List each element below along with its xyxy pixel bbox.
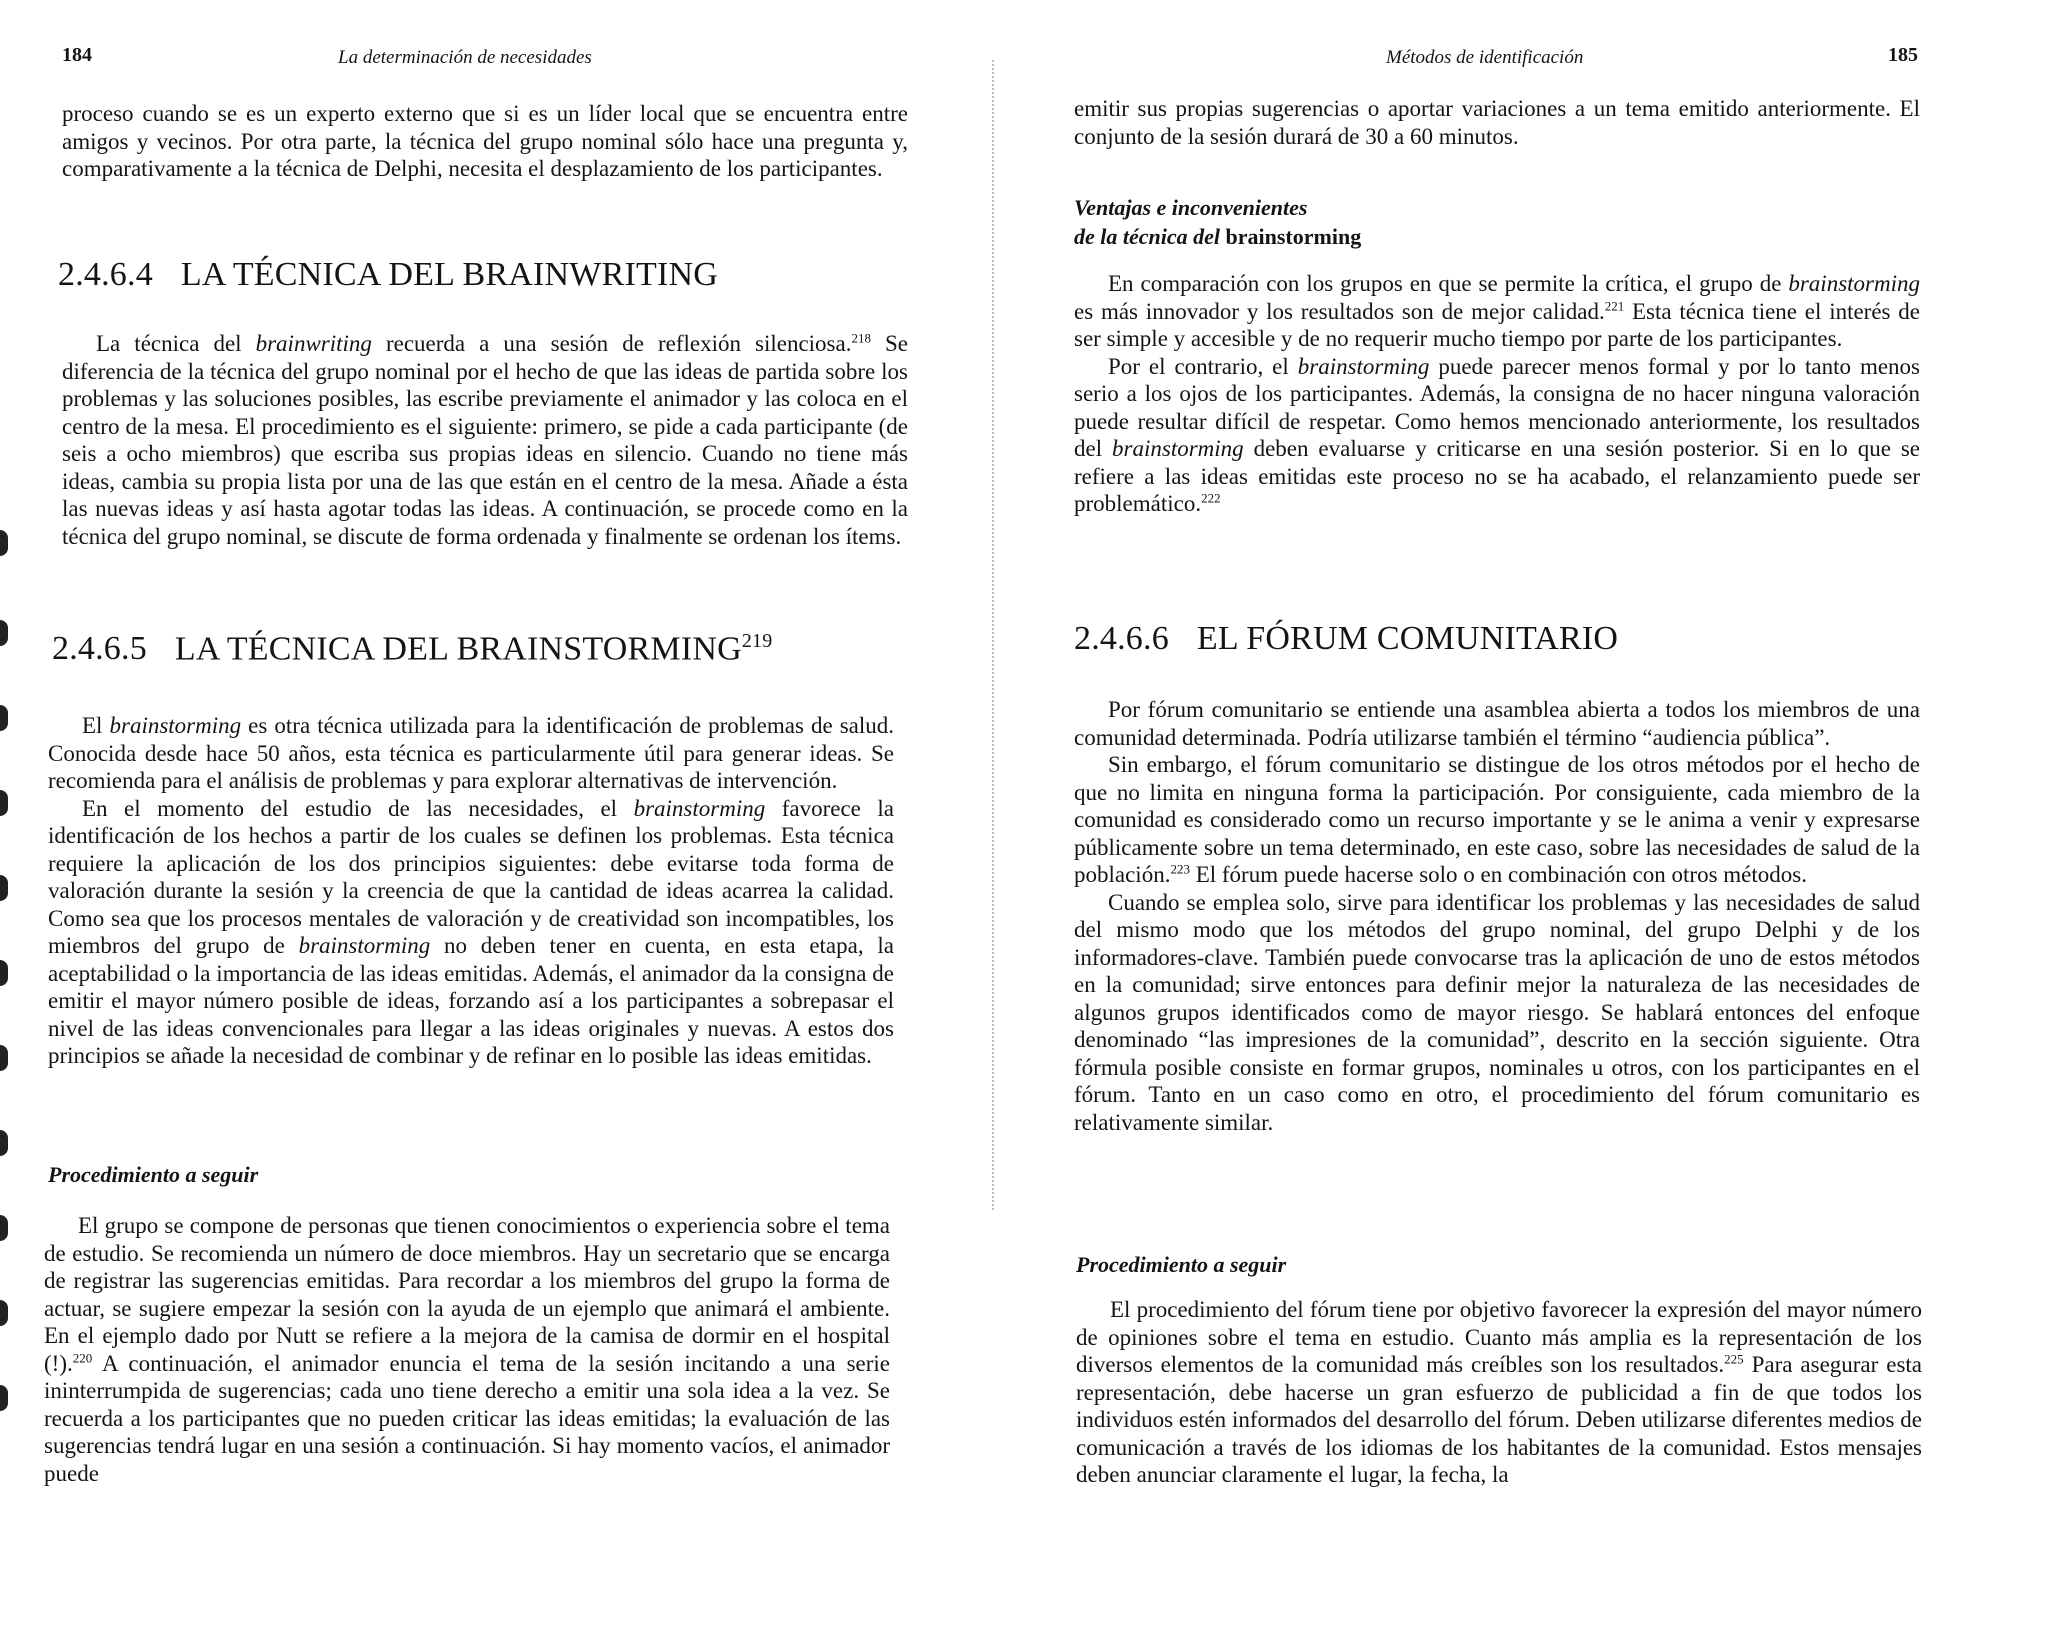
- section-heading-brainwriting: 2.4.6.4 LA TÉCNICA DEL BRAINWRITING: [58, 256, 718, 293]
- procedure-paragraph-left: El grupo se compone de personas que tienen conocimientos o experiencia sobre el tema de estudio. Se recomienda un número de doce miembros. Hay un secretario que se encarga de registrar las sugerencias emitidas. Para recordar a los miembros del grupo la forma de actuar, se sugiere empezar la sesión con la ayuda de un ejemplo que animará el ambiente. En el ejemplo dado por Nutt se refiere a la mejora de la camisa de dormir en el hospital (!).$^{220}$ A continuación, el animador enuncia el tema de la sesión incitando a una serie ininterrumpida de sugerencias; cada uno tiene derecho a emitir una sola idea a la vez. Se recuerda a los participantes que no pueden criticar las ideas emitidas; la evaluación de las sugerencias tendrá lugar en una sesión a continuación. Si hay momento vacíos, el animador puede: [44, 1213, 890, 1486]
- binding-mark: [0, 705, 8, 731]
- ventajas-paragraph-1: En comparación con los grupos en que se permite la crítica, el grupo de brainstorming es más innovador y los resultados son de mejor calidad.$^{221}$ Esta técnica tiene el interés de ser simple y accesible y de no requerir mucho tiempo por parte de los participantes.: [1074, 271, 1921, 351]
- footnote-ref: 222: [1201, 490, 1221, 506]
- subhead-procedimiento-right: Procedimiento a seguir: [1076, 1252, 1287, 1277]
- binding-mark: [0, 1385, 8, 1411]
- page-number-left: 184: [62, 44, 92, 66]
- binding-mark: [0, 1215, 8, 1241]
- running-head-left: La determinación de necesidades: [338, 47, 592, 68]
- forum-paragraph-1: Por fórum comunitario se entiende una asamblea abierta a todos los miembros de una comunidad determinada. Podría utilizarse también el término “audiencia pública”.: [1074, 697, 1920, 750]
- forum-paragraph-3: Cuando se emplea solo, sirve para identificar los problemas y las necesidades de salud del mismo modo que los métodos del grupo nominal, del grupo Delphi y de los informadores-clave. También puede convocarse tras la aplicación de uno de estos métodos en la comunidad; sirve entonces para definir mejor la naturaleza de las necesidades de algunos grupos identificados como de mayor riesgo. Se hablará entonces del enfoque denominado “las impresiones de la comunidad”, descrito en la sección siguiente. Otra fórmula posible consiste en formar grupos, nominales u otros, con los participantes en el fórum. Tanto en un caso como en otro, el procedimiento del fórum comunitario es relativamente similar.: [1074, 889, 1920, 1135]
- brainwriting-paragraph: La técnica del brainwriting recuerda a una sesión de reflexión silenciosa.$^{218}$ Se diferencia de la técnica del grupo nominal por el hecho de que las ideas de partida sobre los problemas y las soluciones posibles, las escribe previamente el animador y las coloca en el centro de la mesa. El procedimiento es el siguiente: primero, se pide a cada participante (de seis a ocho miembros) que escriba sus propias ideas en silencio. Cuando no tiene más ideas, cambia su propia lista por una de las que están en el centro de la mesa. Añade a ésta las nuevas ideas y así hasta agotar todas las ideas. A continuación, se procede como en la técnica del grupo nominal, se discute de forma ordenada y finalmente se ordenan los ítems.: [62, 330, 908, 549]
- binding-mark: [0, 620, 8, 646]
- procedure-body-right: [1076, 1296, 1922, 1489]
- footnote-ref: 219: [741, 630, 773, 652]
- procedure-body-left: [44, 1212, 890, 1487]
- ventajas-paragraph-2: Por el contrario, el brainstorming puede parecer menos formal y por lo tanto menos serio a los ojos de los participantes. Además, la consigna de no hacer ninguna valoración puede resultar difícil de respetar. Como hemos mencionado anteriormente, los resultados del brainstorming deben evaluarse y criticarse en una sesión posterior. Si en lo que se refiere a las ideas emitidas este proceso no se ha acabado, el relanzamiento puede ser problemático.$^{222}$: [1074, 353, 1921, 516]
- binding-mark: [0, 960, 8, 986]
- subhead-ventajas: Ventajas e inconvenientes de la técnica del brainstorming: [1074, 195, 1362, 249]
- subhead-procedimiento-left: Procedimiento a seguir: [48, 1162, 259, 1187]
- footnote-ref: 221: [1604, 297, 1625, 313]
- brainstorming-paragraph-2: En el momento del estudio de las necesidades, el brainstorming favorece la identificación de los hechos a partir de los cuales se definen los problemas. Esta técnica requiere la aplicación de los dos principios siguientes: debe evitarse toda forma de valoración durante la sesión y la creencia de que la cantidad de ideas acarrea la calidad. Como sea que los procesos mentales de valoración y de creatividad son incompatibles, los miembros del grupo de brainstorming no deben tener en cuenta, en esta etapa, la aceptabilidad o la importancia de las ideas emitidas. Además, el animador da la consigna de emitir el mayor número posible de ideas, forzando así a los participantes a sobrepasar el nivel de las ideas convencionales para llegar a las ideas originales y nuevas. A estos dos principios se añade la necesidad de combinar y de refinar en lo posible las ideas emitidas.: [48, 795, 894, 1068]
- brainstorming-paragraph-1: El brainstorming es otra técnica utilizada para la identificación de problemas de salud. Conocida desde hace 50 años, esta técnica es particularmente útil para generar ideas. Se recomienda para el análisis de problemas y para explorar alternativas de intervención.: [48, 713, 895, 793]
- footnote-ref: 223: [1170, 861, 1190, 877]
- binding-mark: [0, 1130, 8, 1156]
- footnote-ref: 225: [1724, 1351, 1744, 1367]
- binding-mark: [0, 790, 8, 816]
- right-page: [1000, 0, 2048, 1643]
- footnote-ref: 220: [72, 1349, 93, 1365]
- binding-mark: [0, 875, 8, 901]
- binding-mark: [0, 1300, 8, 1326]
- ventajas-body: [1074, 270, 1920, 518]
- left-page: [0, 0, 1000, 1643]
- binding-mark: [0, 1045, 8, 1071]
- forum-paragraph-2: Sin embargo, el fórum comunitario se distingue de los otros métodos por el hecho de que no limita en ninguna forma la participación. Por consiguiente, cada miembro de la comunidad es considerado como un recurso importante y se le anima a venir y expresarse públicamente sobre un tema determinado, en este caso, sobre las necesidades de salud de la población.$^{223}$ El fórum puede hacerse solo o en combinación con otros métodos.: [1074, 752, 1920, 887]
- binding-mark: [0, 530, 8, 556]
- footnote-ref: 218: [851, 330, 871, 346]
- page-number-right: 185: [1888, 44, 1918, 66]
- brainwriting-body: [62, 330, 908, 550]
- intro-paragraph-right: emitir sus propias sugerencias o aportar variaciones a un tema emitido anteriormente. El conjunto de la sesión durará de 30 a 60 minutos.: [1074, 96, 1920, 149]
- brainstorming-body: [48, 712, 894, 1070]
- running-head-right: Métodos de identificación: [1386, 47, 1584, 68]
- procedure-paragraph-right: El procedimiento del fórum tiene por objetivo favorecer la expresión del mayor número de opiniones sobre el tema en estudio. Cuanto más amplia es la representación de los diversos elementos de la comunidad más creíbles son los resultados.$^{225}$ Para asegurar esta representación, debe hacerse un gran esfuerzo de publicidad a fin de que todos los individuos estén informados del desarrollo del fórum. Deben utilizarse diferentes medios de comunicación a través de los idiomas de los habitantes de la comunidad. Estos mensajes deben anunciar claramente el lugar, la fecha, la: [1076, 1297, 1922, 1487]
- intro-paragraph-left: proceso cuando se es un experto externo que si es un líder local que se encuentra entre amigos y vecinos. Por otra parte, la técnica del grupo nominal sólo hace una pregunta y, comparativamente a la técnica de Delphi, necesita el desplazamiento de los participantes.: [62, 101, 908, 181]
- section-heading-brainstorming: 2.4.6.5 LA TÉCNICA DEL BRAINSTORMING$^{219}$: [52, 630, 773, 668]
- section-heading-forum: 2.4.6.6 EL FÓRUM COMUNITARIO: [1074, 620, 1619, 657]
- book-gutter: [992, 60, 994, 1210]
- forum-body: [1074, 696, 1920, 1136]
